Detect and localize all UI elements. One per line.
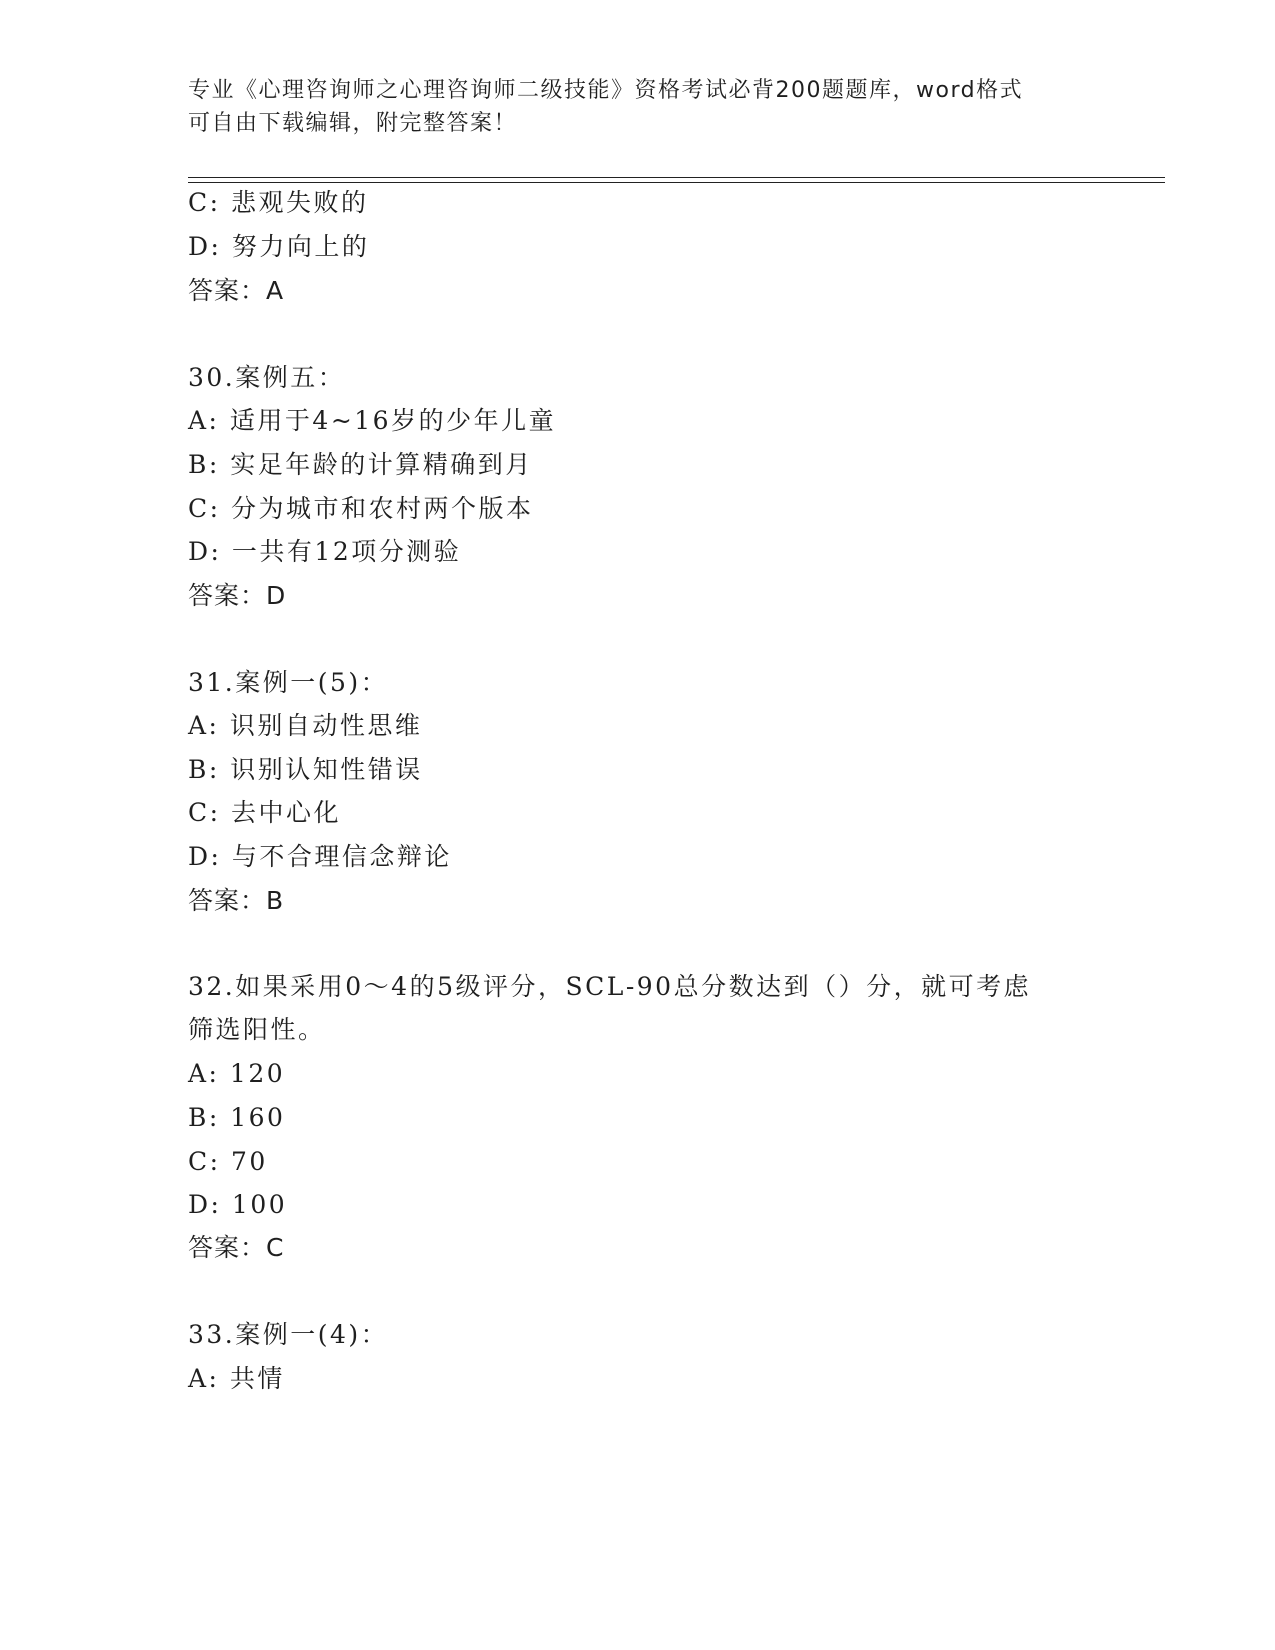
document-header <box>188 74 1068 140</box>
option-b: B: 实足年龄的计算精确到月 <box>188 450 533 479</box>
header-line-2: 可自由下载编辑，附完整答案！ <box>188 111 518 136</box>
answer-line: 答案：D <box>188 581 287 610</box>
header-line-1: 专业《心理咨询师之心理咨询师二级技能》资格考试必背200题题库，word格式 <box>188 78 1024 103</box>
option-d: D: 与不合理信念辩论 <box>188 842 452 871</box>
option-d: D: 100 <box>188 1190 288 1219</box>
header-divider-top <box>188 177 1165 178</box>
question-stem: 33.案例一(4)： <box>188 1320 389 1349</box>
question-stem-continued: 筛选阳性。 <box>188 1015 326 1044</box>
question-stem: 31.案例一(5)： <box>188 668 389 697</box>
question-stem: 30.案例五： <box>188 363 346 392</box>
option-c: C: 70 <box>188 1147 268 1176</box>
option-d: D: 一共有12项分测验 <box>188 537 462 566</box>
option-c: C: 悲观失败的 <box>188 188 369 217</box>
option-a: A: 120 <box>188 1059 286 1088</box>
option-b: B: 识别认知性错误 <box>188 755 423 784</box>
answer-line: 答案：A <box>188 276 285 305</box>
header-divider-bottom <box>188 182 1165 183</box>
answer-line: 答案：B <box>188 886 285 915</box>
option-c: C: 分为城市和农村两个版本 <box>188 494 534 523</box>
option-d: D: 努力向上的 <box>188 232 370 261</box>
question-stem: 32.如果采用0～4的5级评分，SCL-90总分数达到（）分，就可考虑 <box>188 972 1032 1001</box>
option-a: A: 适用于4~16岁的少年儿童 <box>188 406 557 435</box>
option-b: B: 160 <box>188 1103 286 1132</box>
option-c: C: 去中心化 <box>188 798 341 827</box>
option-a: A: 识别自动性思维 <box>188 711 423 740</box>
answer-line: 答案：C <box>188 1233 285 1262</box>
option-a: A: 共情 <box>188 1364 285 1393</box>
